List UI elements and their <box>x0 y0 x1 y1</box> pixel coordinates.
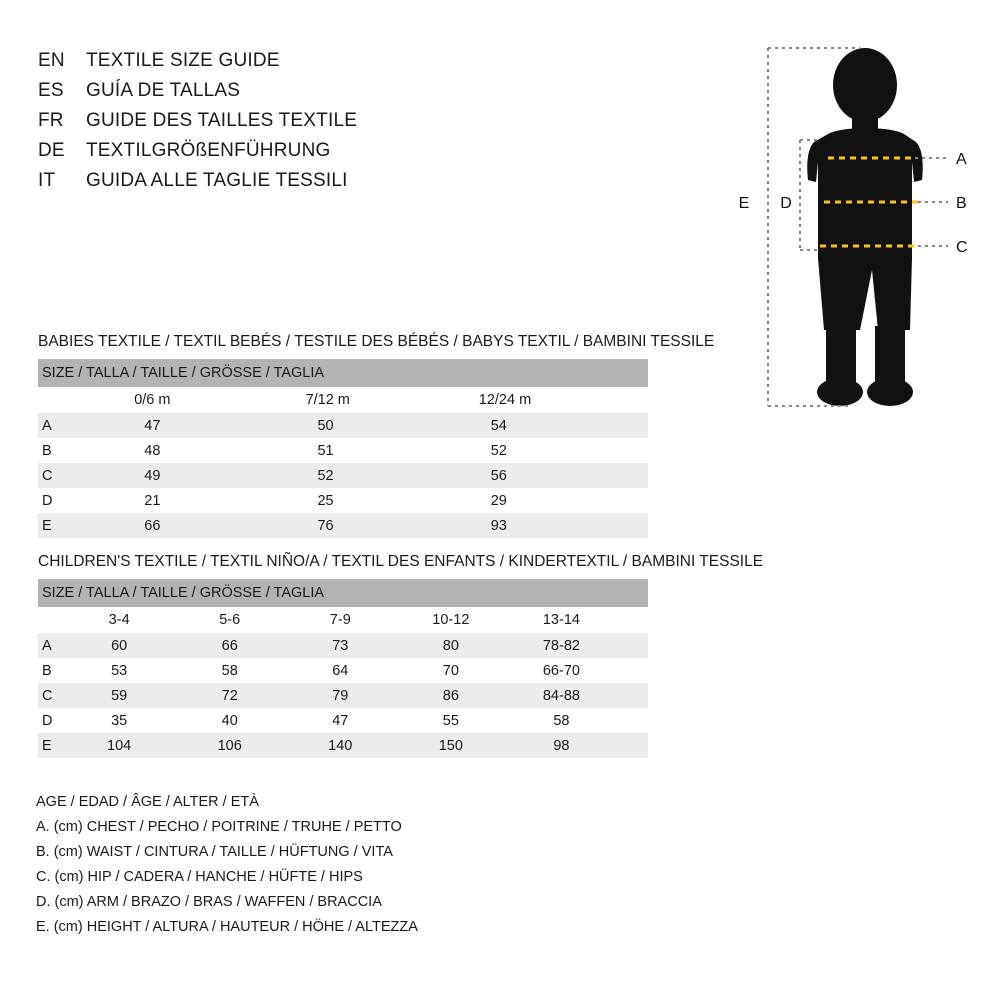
table-row <box>38 708 648 733</box>
cell: 64 <box>316 658 427 683</box>
children-column-4: 13-14 <box>537 607 648 633</box>
cell: 25 <box>302 488 475 513</box>
children-section <box>38 553 764 758</box>
cell: 47 <box>316 708 427 733</box>
cell: 150 <box>427 733 538 758</box>
children-column-3: 10-12 <box>427 607 538 633</box>
title-lang-fr: FR <box>38 110 64 131</box>
cell: 58 <box>206 658 317 683</box>
cell: 78-82 <box>537 633 648 658</box>
row-label: C <box>38 463 128 488</box>
children-section-title: CHILDREN'S TEXTILE / TEXTIL NIÑO/A / TEXTIL DES ENFANTS / KINDERTEXTIL / BAMBINI TESSILE <box>38 553 764 570</box>
table-row <box>38 513 648 538</box>
table-header-row <box>38 359 648 387</box>
row-label: B <box>38 438 128 463</box>
cell: 59 <box>95 683 206 708</box>
title-lang-es: ES <box>38 80 64 101</box>
cell: 54 <box>475 413 648 438</box>
row-label: B <box>38 658 95 683</box>
title-text-fr: GUIDE DES TAILLES TEXTILE <box>86 110 358 131</box>
child-silhouette-icon <box>807 48 923 406</box>
cell: 66-70 <box>537 658 648 683</box>
row-label: D <box>38 708 95 733</box>
cell: 104 <box>95 733 206 758</box>
title-text-en: TEXTILE SIZE GUIDE <box>86 50 280 71</box>
babies-section-title: BABIES TEXTILE / TEXTIL BEBÉS / TESTILE DES BÉBÉS / BABYS TEXTIL / BAMBINI TESSILE <box>38 333 715 350</box>
cell: 40 <box>206 708 317 733</box>
babies-section <box>38 333 715 538</box>
cell: 50 <box>302 413 475 438</box>
title-block <box>38 50 658 200</box>
table-row <box>38 733 648 758</box>
table-row <box>38 438 648 463</box>
cell: 98 <box>537 733 648 758</box>
cell: 72 <box>206 683 317 708</box>
cell: 60 <box>95 633 206 658</box>
title-row <box>38 140 658 170</box>
figure-label-a: A <box>956 151 967 168</box>
row-label: A <box>38 633 95 658</box>
cell: 58 <box>537 708 648 733</box>
table-row <box>38 658 648 683</box>
cell: 66 <box>206 633 317 658</box>
figure-label-c: C <box>956 239 968 256</box>
table-row <box>38 463 648 488</box>
legend-line-e: E. (cm) HEIGHT / ALTURA / HAUTEUR / HÖHE / ALTEZZA <box>36 919 418 935</box>
title-text-es: GUÍA DE TALLAS <box>86 80 241 101</box>
cell: 51 <box>302 438 475 463</box>
title-row <box>38 170 658 200</box>
title-row <box>38 80 658 110</box>
cell: 29 <box>475 488 648 513</box>
legend-line-c: C. (cm) HIP / CADERA / HANCHE / HÜFTE / HIPS <box>36 869 363 885</box>
children-header-label: SIZE / TALLA / TAILLE / GRÖSSE / TAGLIA <box>38 579 648 607</box>
row-label: C <box>38 683 95 708</box>
row-label: E <box>38 733 95 758</box>
title-row <box>38 50 658 80</box>
cell: 52 <box>302 463 475 488</box>
cell: 21 <box>128 488 301 513</box>
legend-block <box>36 790 656 940</box>
row-label: A <box>38 413 128 438</box>
cell: 66 <box>128 513 301 538</box>
cell: 73 <box>316 633 427 658</box>
children-column-1: 5-6 <box>206 607 317 633</box>
title-lang-en: EN <box>38 50 65 71</box>
cell: 48 <box>128 438 301 463</box>
title-row <box>38 110 658 140</box>
title-lang-it: IT <box>38 170 56 191</box>
babies-header-label: SIZE / TALLA / TAILLE / GRÖSSE / TAGLIA <box>38 359 648 387</box>
legend-line-d: D. (cm) ARM / BRAZO / BRAS / WAFFEN / BRACCIA <box>36 894 382 910</box>
cell: 140 <box>316 733 427 758</box>
table-row <box>38 633 648 658</box>
legend-line-b: B. (cm) WAIST / CINTURA / TAILLE / HÜFTUNG / VITA <box>36 844 393 860</box>
title-text-de: TEXTILGRÖßENFÜHRUNG <box>86 140 331 161</box>
cell: 53 <box>95 658 206 683</box>
table-header-row <box>38 579 648 607</box>
title-text-it: GUIDA ALLE TAGLIE TESSILI <box>86 170 348 191</box>
table-row <box>38 488 648 513</box>
children-column-2: 7-9 <box>316 607 427 633</box>
cell: 86 <box>427 683 538 708</box>
table-column-row <box>38 387 648 413</box>
spacer-cell <box>38 607 95 633</box>
cell: 47 <box>128 413 301 438</box>
cell: 80 <box>427 633 538 658</box>
row-label: D <box>38 488 128 513</box>
measurement-figure <box>700 30 980 430</box>
cell: 70 <box>427 658 538 683</box>
cell: 35 <box>95 708 206 733</box>
children-size-table <box>38 579 648 758</box>
babies-column-0: 0/6 m <box>128 387 301 413</box>
cell: 106 <box>206 733 317 758</box>
spacer-cell <box>38 387 128 413</box>
babies-size-table <box>38 359 648 538</box>
cell: 49 <box>128 463 301 488</box>
table-row <box>38 413 648 438</box>
cell: 55 <box>427 708 538 733</box>
cell: 76 <box>302 513 475 538</box>
cell: 79 <box>316 683 427 708</box>
cell: 84-88 <box>537 683 648 708</box>
figure-label-b: B <box>956 195 967 212</box>
figure-label-e: E <box>738 195 750 212</box>
children-column-0: 3-4 <box>95 607 206 633</box>
babies-column-1: 7/12 m <box>302 387 475 413</box>
legend-line-a: A. (cm) CHEST / PECHO / POITRINE / TRUHE / PETTO <box>36 819 402 835</box>
cell: 93 <box>475 513 648 538</box>
figure-label-d: D <box>780 195 792 212</box>
row-label: E <box>38 513 128 538</box>
table-row <box>38 683 648 708</box>
babies-column-2: 12/24 m <box>475 387 648 413</box>
legend-line-age: AGE / EDAD / ÂGE / ALTER / ETÀ <box>36 794 259 810</box>
title-lang-de: DE <box>38 140 65 161</box>
cell: 56 <box>475 463 648 488</box>
table-column-row <box>38 607 648 633</box>
cell: 52 <box>475 438 648 463</box>
